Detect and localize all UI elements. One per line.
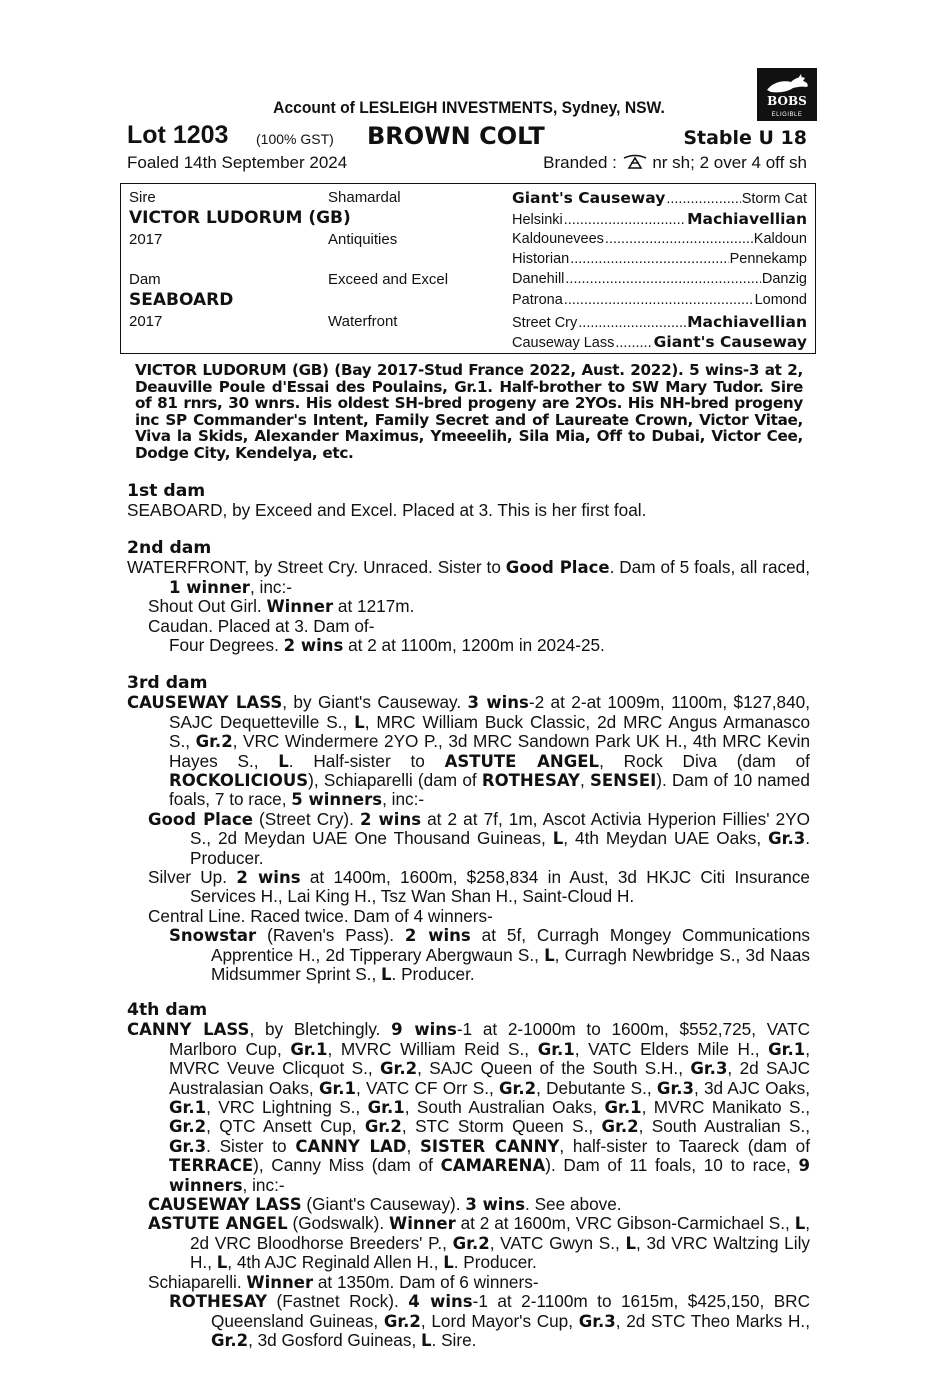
fourth-dam-entry: CANNY LASS, by Bletchingly. 9 wins-1 at 2-1000m to 1600m, $552,725, VATC Marlboro Cup, Gr.1, MVRC William Reid S., Gr.1, VATC Elders Mile H., Gr.1, MVRC Veuve Clicquot S., Gr.2, SAJC Queen of the South S.H., Gr.3, 2d SAJC Australasian Oaks, Gr.1, VATC CF Orr S., Gr.2, Debutante S., Gr.3, 3d AJC Oaks, Gr.1, VRC Lightning S., Gr.1, South Australian Oaks, Gr.1, MVRC Manikato S., Gr.2, QTC Ansett Cup, Gr.2, STC Storm Queen S., Gr.2, South Australian S., Gr.3. Sister to CANNY LAD, SISTER CANNY, half-sister to Taareck (dam of TERRACE), Canny Miss (dam of CAMARENA). Dam of 11 foals, 10 to race, 9 winners, inc:- [127,1019,811,1195]
sire-name: VICTOR LUDORUM (GB) [129,208,351,228]
gst-note: (100% GST) [256,131,334,147]
brand-suffix: nr sh; 2 over 4 off sh [652,153,807,172]
pedigree-g3-row: Giant's Causeway ..... Storm Cat [512,189,807,207]
pedigree-table [120,183,816,354]
first-dam-text: SEABOARD, by Exceed and Excel. Placed at 3. This is her first foal. [127,500,647,521]
produce-entry: Schiaparelli. Winner at 1350m. Dam of 6 winners- [148,1271,539,1292]
horse-colour-sex: BROWN COLT [367,122,545,150]
third-dam-section [127,674,810,985]
sire-description: VICTOR LUDORUM (GB) (Bay 2017-Stud France 2022, Aust. 2022). 5 wins-3 at 2, Deauville Poule d'Essai des Poulains, Gr.1. Half-brother to SW Mary Tudor. Sire of 81 rnrs, 30 wnrs. His oldest SH-bred progeny are 2YOs. His NH-bred progeny inc SP Commander's Intent, Family Secret and of Laureate Crown, Victor Vitae, Viva la Skids, Alexander Maximus, Ymeeelih, Sila Mia, Off to Dubai, Victor Cee, Dodge City, Kendelya, etc. [135,361,803,462]
produce-entry: ROTHESAY (Fastnet Rock). 4 wins-1 at 2-1100m to 1615m, $425,150, BRC Queensland Guineas, Gr.2, Lord Mayor's Cup, Gr.3, 2d STC Theo Marks H., Gr.2, 3d Gosford Guineas, L. Sire. [169,1291,810,1350]
produce-entry: CAUSEWAY LASS (Giant's Causeway). 3 wins. See above. [148,1194,622,1215]
pedigree-g3-row: Helsinki ..... Machiavellian [512,210,807,228]
dams-dam: Waterfront [328,313,398,330]
produce-entry: Silver Up. 2 wins at 1400m, 1600m, $258,834 in Aust, 3d HKJC Citi Insurance Services H., Lai King H., Tsz Wan Shan H., Saint-Cloud H. [148,867,810,907]
pedigree-g3-row: Patrona ..... Lomond [512,292,807,308]
stable-location: Stable U 18 [683,127,807,149]
second-dam-heading: 2nd dam [127,538,212,558]
pedigree-g3-row: Kaldounevees ..... Kaldoun [512,231,807,247]
foaled-date: Foaled 14th September 2024 [127,153,348,172]
pedigree-g3-row: Historian ..... Pennekamp [512,251,807,267]
fourth-dam-section [127,1001,810,1350]
first-dam-section [127,482,810,521]
logo-text: BOBS [767,94,807,108]
second-dam-entry: WATERFRONT, by Street Cry. Unraced. Sister to Good Place. Dam of 5 foals, all raced, 1 winner, inc:- [127,557,810,597]
sires-sire: Shamardal [328,189,401,206]
dam-year: 2017 [129,313,163,330]
vendor-account: Account of LESLEIGH INVESTMENTS, Sydney, NSW. [273,98,665,117]
sires-dam: Antiquities [328,231,398,248]
produce-entry: ASTUTE ANGEL (Godswalk). Winner at 2 at 1600m, VRC Gibson-Carmichael S., L, 2d VRC Bloodhorse Breeders' P., Gr.2, VATC Gwyn S., L, 3d VRC Waltzing Lily H., L, 4th AJC Reginald Allen H., L. Producer. [148,1213,810,1273]
produce-entry: Good Place (Street Cry). 2 wins at 2 at 7f, 1m, Ascot Activia Hyperion Fillies' 2YO S., 2d Meydan UAE One Thousand Guineas, L, 4th Meydan UAE Oaks, Gr.3. Producer. [148,808,810,868]
brand-mark-icon [622,154,648,170]
brand-description [543,153,807,173]
produce-entry: Four Degrees. 2 wins at 2 at 1100m, 1200m in 2024-25. [169,635,605,656]
produce-entry: Shout Out Girl. Winner at 1217m. [148,596,415,617]
third-dam-heading: 3rd dam [127,673,208,693]
logo-subtext: ELIGIBLE [771,112,803,118]
dams-sire: Exceed and Excel [328,271,449,288]
dam-name: SEABOARD [129,290,234,310]
sire-year: 2017 [129,231,163,248]
pedigree-g3-row: Causeway Lass ..... Giant's Causeway [512,333,807,351]
first-dam-heading: 1st dam [127,481,206,501]
lot-number: Lot 1203 [127,121,229,149]
pedigree-g3-row: Danehill ..... Danzig [512,271,807,287]
produce-entry: Snowstar (Raven's Pass). 2 wins at 5f, Curragh Mongey Communications Apprentice H., 2d Tipperary Abergwaun S., L, Curragh Newbridge S., 3d Naas Midsummer Sprint S., L. Producer. [169,925,810,985]
produce-entry: Caudan. Placed at 3. Dam of- [148,615,375,636]
pedigree-g3-row: Street Cry ..... Machiavellian [512,313,807,331]
fourth-dam-heading: 4th dam [127,1000,208,1020]
dam-label: Dam [129,271,161,288]
sire-label: Sire [129,189,156,206]
third-dam-entry: CAUSEWAY LASS, by Giant's Causeway. 3 wins-2 at 2-at 1009m, 1100m, $127,840, SAJC Dequetteville S., L, MRC William Buck Classic, 2d MRC Angus Armanasco S., Gr.2, VRC Windermere 2YO P., 3d MRC Sandown Park UK H., 4th MRC Kevin Hayes S., L. Half-sister to ASTUTE ANGEL, Rock Diva (dam of ROCKOLICIOUS), Schiaparelli (dam of ROTHESAY, SENSEI). Dam of 10 named foals, 7 to race, 5 winners, inc:- [127,692,811,810]
brand-prefix: Branded : [543,153,617,172]
produce-entry: Central Line. Raced twice. Dam of 4 winners- [148,905,493,926]
second-dam-section [127,539,810,655]
